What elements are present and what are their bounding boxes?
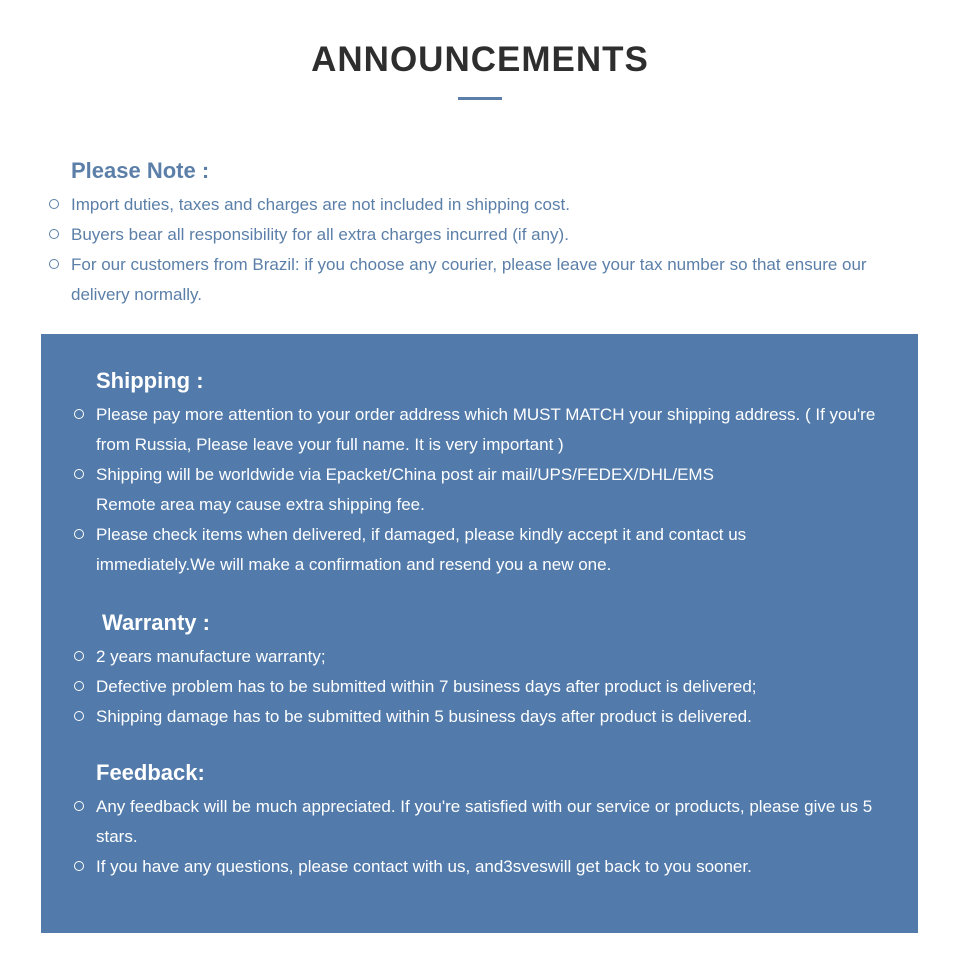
please-note-heading: Please Note : xyxy=(71,158,210,183)
circle-bullet-icon xyxy=(74,529,84,539)
list-item xyxy=(48,190,921,220)
circle-bullet-icon xyxy=(49,229,59,239)
shipping-heading: Shipping : xyxy=(96,368,204,393)
list-item xyxy=(73,852,893,882)
list-item-text: 2 years manufacture warranty; xyxy=(96,647,326,666)
circle-bullet-icon xyxy=(49,199,59,209)
warranty-heading: Warranty : xyxy=(102,610,210,635)
circle-bullet-icon xyxy=(74,409,84,419)
list-item-text: Buyers bear all responsibility for all extra charges incurred (if any). xyxy=(71,225,569,244)
list-item-text: Please pay more attention to your order address which MUST MATCH your shipping address. ( If you're from Russia, Please leave your full name. It is very important ) xyxy=(96,405,876,454)
title-underline xyxy=(458,97,502,100)
list-item-text: Import duties, taxes and charges are not included in shipping cost. xyxy=(71,195,570,214)
shipping-section xyxy=(73,366,893,580)
list-item-text: For our customers from Brazil: if you choose any courier, please leave your tax number so that ensure our delivery normally. xyxy=(71,255,867,304)
feedback-section xyxy=(73,758,893,882)
list-item-text: Shipping damage has to be submitted within 5 business days after product is delivered. xyxy=(96,707,752,726)
page-title: ANNOUNCEMENTS xyxy=(311,40,649,79)
feedback-heading: Feedback: xyxy=(96,760,205,785)
list-item xyxy=(73,702,893,732)
list-item xyxy=(73,460,893,520)
list-item xyxy=(73,672,893,702)
please-note-list xyxy=(48,190,928,310)
list-item xyxy=(48,250,921,310)
circle-bullet-icon xyxy=(49,259,59,269)
circle-bullet-icon xyxy=(74,469,84,479)
circle-bullet-icon xyxy=(74,681,84,691)
circle-bullet-icon xyxy=(74,651,84,661)
list-item xyxy=(73,792,906,852)
feedback-list xyxy=(73,792,893,882)
circle-bullet-icon xyxy=(74,861,84,871)
list-item xyxy=(48,220,921,250)
circle-bullet-icon xyxy=(74,801,84,811)
list-item-text: Remote area may cause extra shipping fee. xyxy=(96,495,425,514)
list-item-text: Shipping will be worldwide via Epacket/China post air mail/UPS/FEDEX/DHL/EMS xyxy=(96,465,714,484)
warranty-list xyxy=(73,642,893,732)
shipping-list xyxy=(73,400,893,580)
list-item-text: Any feedback will be much appreciated. If you're satisfied with our service or products, please give us 5 stars. xyxy=(96,797,873,846)
list-item xyxy=(73,400,886,460)
list-item-text: Please check items when delivered, if damaged, please kindly accept it and contact us immediately.We will make a confirmation and resend you a new one. xyxy=(96,525,747,574)
list-item xyxy=(73,642,893,672)
warranty-section xyxy=(73,608,893,732)
circle-bullet-icon xyxy=(74,711,84,721)
list-item xyxy=(73,520,816,580)
info-panel xyxy=(41,334,918,933)
list-item-text: Defective problem has to be submitted within 7 business days after product is delivered; xyxy=(96,677,757,696)
please-note-section xyxy=(48,156,928,310)
list-item-text: If you have any questions, please contact with us, and3sveswill get back to you sooner. xyxy=(96,857,752,876)
